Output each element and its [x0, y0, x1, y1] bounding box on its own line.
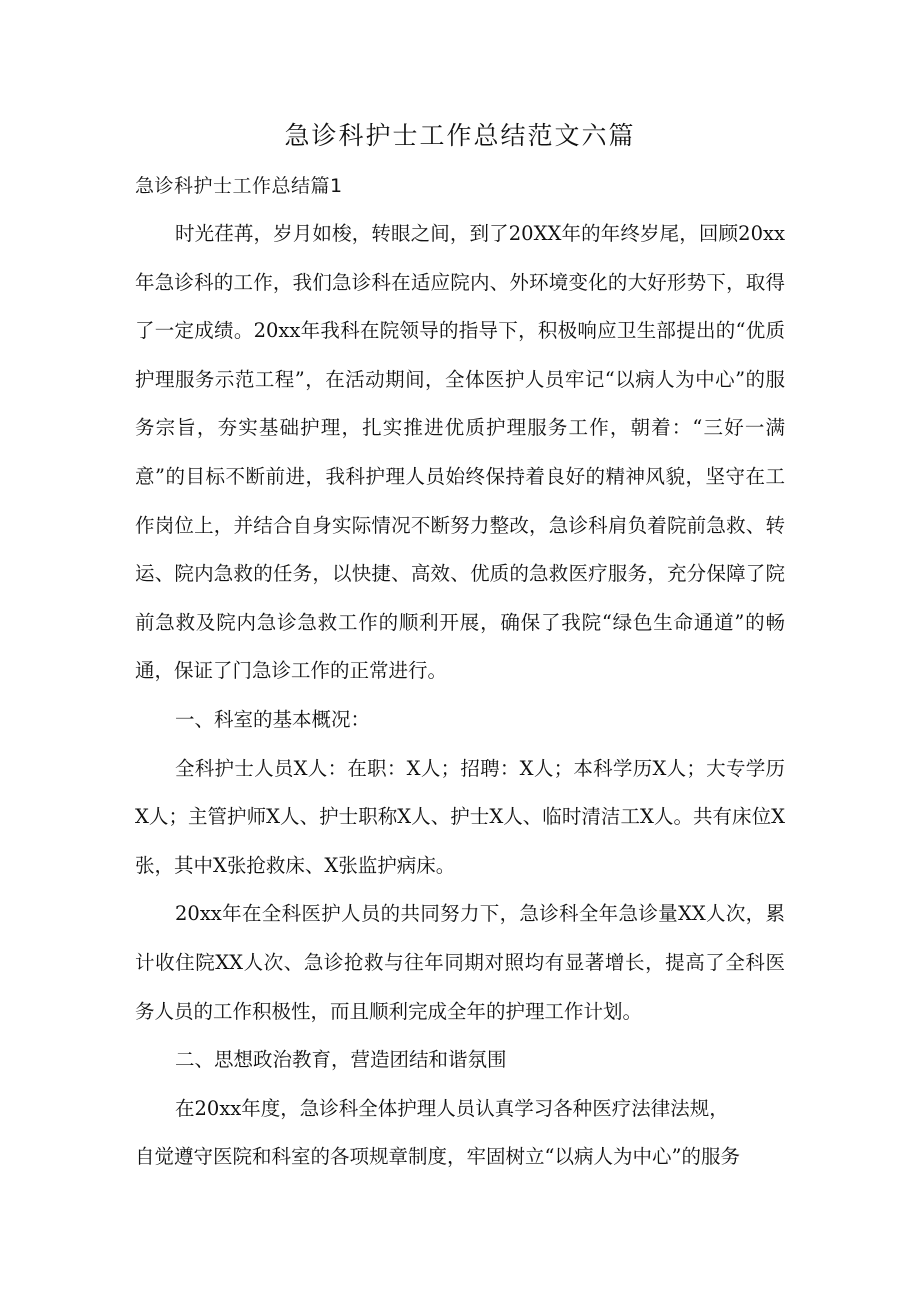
document-body [135, 210, 785, 1182]
paragraph-study: 在20xx年度，急诊科全体护理人员认真学习各种医疗法律法规， [175, 1096, 729, 1120]
paragraph-workload: 20xx年在全科医护人员的共同努力下，急诊科全年急诊量XX人次，累计收住院XX人次、急诊抢救与往年同期对照均有显著增长，提高了全科医务人员的工作积极性，而且顺利完成全年的护理工作计划。 [135, 902, 785, 1023]
paragraph-rules: 自觉遵守医院和科室的各项规章制度，牢固树立“以病人为中心”的服务 [135, 1145, 740, 1169]
subheading-political-education: 二、思想政治教育，营造团结和谐氛围 [175, 1048, 507, 1072]
document-title: 急诊科护士工作总结范文六篇 [284, 121, 636, 150]
section-heading: 急诊科护士工作总结篇1 [135, 175, 343, 197]
subheading-overview: 一、科室的基本概况： [175, 707, 371, 731]
paragraph-staff: 全科护士人员X人：在职：X人；招聘：X人；本科学历X人；大专学历X人；主管护师X人、护士职称X人、护士X人、临时清洁工X人。共有床位X张，其中X张抢救床、X张监护病床。 [135, 756, 785, 877]
paragraph-intro: 时光荏苒，岁月如梭，转眼之间，到了20XX年的年终岁尾，回顾20xx年急诊科的工作，我们急诊科在适应院内、外环境变化的大好形势下，取得了一定成绩。20xx年我科在院领导的指导下，积极响应卫生部提出的“优质护理服务示范工程”，在活动期间，全体医护人员牢记“以病人为中心”的服务宗旨，夯实基础护理，扎实推进优质护理服务工作，朝着：“三好一满意”的目标不断前进，我科护理人员始终保持着良好的精神风貌，坚守在工作岗位上，并结合自身实际情况不断努力整改，急诊科肩负着院前急救、转运、院内急救的任务，以快捷、高效、优质的急救医疗服务，充分保障了院前急救及院内急诊急救工作的顺利开展，确保了我院“绿色生命通道”的畅通，保证了门急诊工作的正常进行。 [135, 222, 785, 683]
